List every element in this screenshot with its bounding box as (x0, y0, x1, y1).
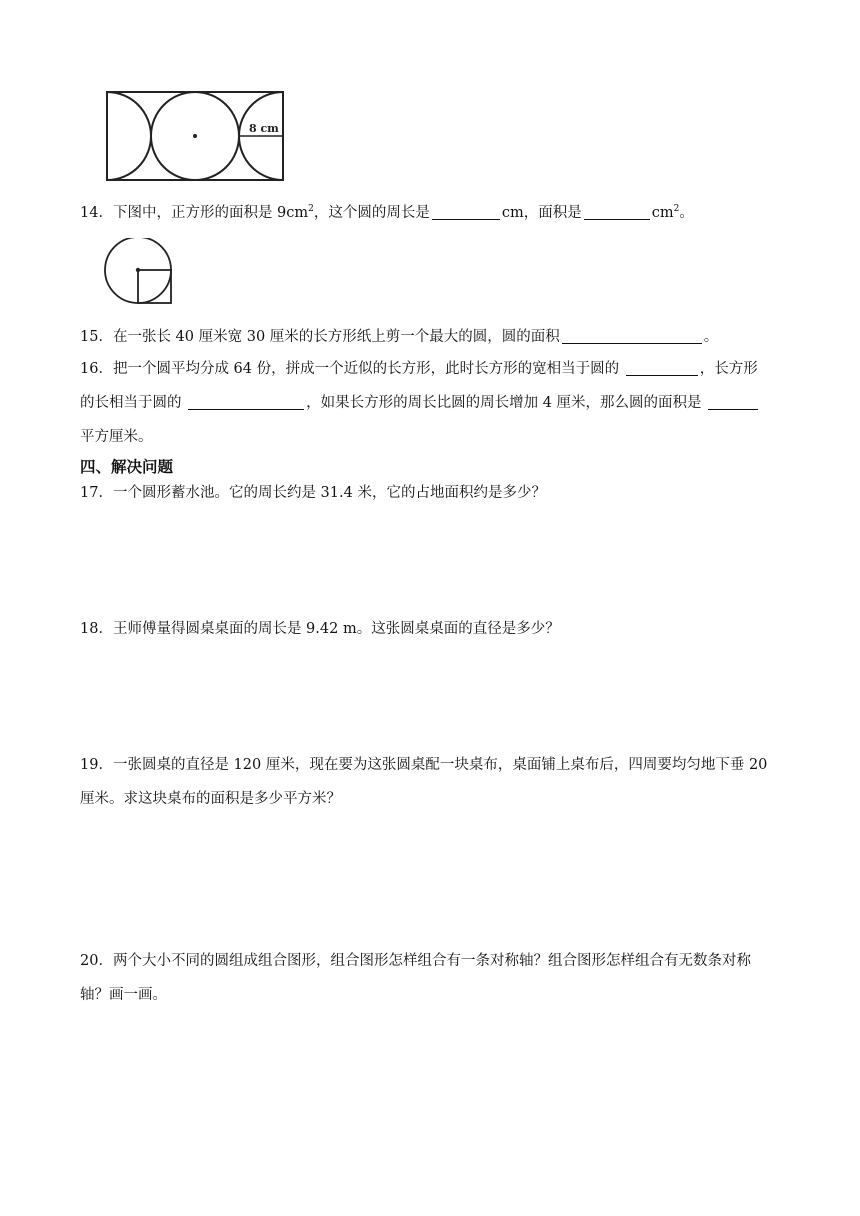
question-15: 15．在一张长 40 厘米宽 30 厘米的长方形纸上剪一个最大的圆，圆的面积 。 (80, 329, 719, 345)
answer-blank-circle-area[interactable] (708, 393, 758, 410)
answer-blank-length[interactable] (188, 393, 304, 410)
question-number: 17． (80, 485, 113, 501)
figure-rectangle-circles (100, 88, 300, 188)
answer-blank-width[interactable] (626, 359, 698, 376)
question-number: 19． (80, 757, 113, 773)
question-number: 15． (80, 329, 113, 345)
answer-blank-circumference[interactable] (432, 203, 500, 220)
question-number: 18． (80, 621, 113, 637)
section-heading: 四、解决问题 (80, 458, 174, 476)
question-18: 18．王师傅量得圆桌桌面的周长是 9.42 m。这张圆桌桌面的直径是多少？ (80, 621, 560, 637)
answer-blank-area[interactable] (584, 203, 650, 220)
center-dot (193, 134, 197, 138)
question-17: 17．一个圆形蓄水池。它的周长约是 31.4 米，它的占地面积约是多少？ (80, 485, 546, 501)
question-20: 20．两个大小不同的圆组成组合图形，组合图形怎样组合有一条对称轴？组合图形怎样组合有无数条对称 轴？画一画。 (80, 953, 751, 1003)
center-dot (136, 268, 140, 272)
question-number: 20． (80, 953, 113, 969)
answer-blank-area[interactable] (562, 327, 702, 344)
question-16: 16．把一个圆平均分成 64 份，拼成一个近似的长方形，此时长方形的宽相当于圆的 ，长方形 的长相当于圆的 ，如果长方形的周长比圆的周长增加 4 厘米，那么圆的面积是 平方厘米。 (80, 361, 758, 445)
question-number: 14． (80, 205, 113, 221)
question-19: 19．一张圆桌的直径是 120 厘米，现在要为这张圆桌配一块桌布，桌面铺上桌布后，四周要均匀地下垂 20 厘米。求这块桌布的面积是多少平方米？ (80, 757, 768, 807)
radius-label: 8 cm (249, 122, 279, 135)
question-14: 14．下图中，正方形的面积是 $9cm^2$，这个圆的周长是 cm，面积是 $cm^2$。 (80, 204, 694, 221)
figure-circle-square (100, 238, 180, 310)
question-number: 16． (80, 361, 113, 377)
